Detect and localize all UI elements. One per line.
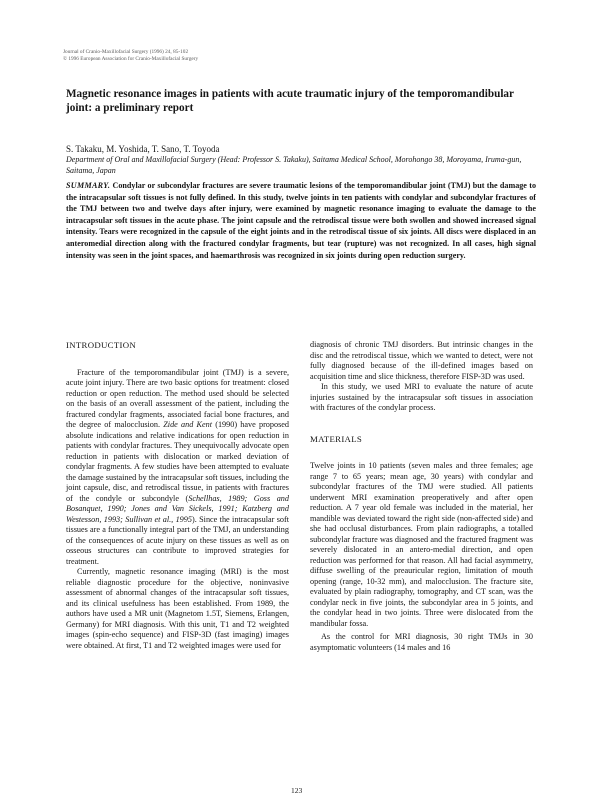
left-column: [66, 340, 289, 651]
citation-zide-kent: Zide and Kent: [163, 420, 213, 429]
intro-p1c: ). Since the intracapsular soft tissues are a functionally integral part of the TMJ, an understanding of the consequences of acute injury on these tissues as well as on osseous structures can contribute to improved strategies for treatment.: [66, 514, 289, 566]
materials-paragraph-2: As the control for MRI diagnosis, 30 right TMJs in 30 asymptomatic volunteers (14 males and 16: [310, 632, 533, 652]
summary-label: SUMMARY.: [66, 181, 111, 190]
intro-paragraph-1: [66, 368, 289, 568]
authors: S. Takaku, M. Yoshida, T. Sano, T. Toyoda: [66, 144, 220, 154]
materials-heading: MATERIALS: [310, 433, 363, 444]
journal-line-2: © 1996 European Association for Cranio-Maxillofacial Surgery: [63, 56, 199, 63]
right-paragraph-2: In this study, we used MRI to evaluate the nature of acute injuries sustained by the intracapsular soft tissues in association with fractures of the condylar process.: [310, 382, 533, 412]
introduction-heading: INTRODUCTION: [66, 340, 137, 350]
citation-group: Schellhas, 1989; Goss and Bosanquet, 1990; Jones and Van Sickels, 1991; Katzberg and Westesson, 1993; Sullivan et al., 1995: [66, 493, 289, 524]
intro-p1b: (1990) have proposed absolute indications and relative indications for open reduction in patients with condylar fractures. They unequivocally advocate open reduction in patients with dislocation or marked deviation of condylar fragments. A few studies have been attempted to evaluate the damage sustained by the intracapsular soft tissues, including the joint capsule, disc, and retrodiscal tissue, in patients with fractures of the condyle or subcondyle (: [66, 420, 289, 503]
affiliation: Department of Oral and Maxillofacial Surgery (Head: Professor S. Takaku), Saitama Medical School, Morohongo 38, Moroyama, Iruma-gun, Saitama, Japan: [66, 155, 522, 175]
page-number: 123: [291, 786, 303, 795]
right-paragraph-1: diagnosis of chronic TMJ disorders. But intrinsic changes in the disc and the retrodiscal tissue, which we wanted to detect, were not fully diagnosed because of the ill-defined images based on acquisition time and slice thickness, therefore FISP-3D was used.: [310, 340, 533, 381]
summary-text: Condylar or subcondylar fractures are severe traumatic lesions of the temporomandibular joint (TMJ) but the damage to the intracapsular soft tissues is not fully defined. In this study, twelve joints in ten patients with condylar and subcondylar fractures of the TMJ between two and twelve days after injury, were examined by magnetic resonance imaging to evaluate the damage to the intracapsular soft tissues in the acute phase. The joint capsule and the retrodiscal tissue were both swollen and showed increased signal intensity. Tears were recognized in the capsule of the eight joints and in the retrodiscal tissue of six joints. All discs were displaced in an anteromedial direction along with the fractured condylar fragments, but tear (rupture) was not recognized. In all cases, high signal intensity was seen in the joint spaces, and haemarthrosis was recognized in six joints during open reduction surgery.: [66, 181, 536, 260]
intro-paragraph-2: Currently, magnetic resonance imaging (MRI) is the most reliable diagnostic procedure for the objective, noninvasive assessment of abnormal changes of the intracapsular soft tissues, and its clinical usefulness has been established. From 1989, the authors have used a MR unit (Magnetom 1.5T, Siemens, Erlangen, Germany) for MRI diagnosis. With this unit, T1 and T2 weighted images (spin-echo sequence) and FISP-3D (fast imaging) images were obtained. At first, T1 and T2 weighted images were used for: [66, 567, 289, 650]
journal-line-1: Journal of Cranio-Maxillofacial Surgery (1996) 24, 85-102: [63, 49, 189, 55]
right-column: [310, 340, 533, 653]
journal-citation: [63, 49, 198, 64]
summary: [66, 180, 536, 261]
article-title: Magnetic resonance images in patients with acute traumatic injury of the temporomandibular joint: a preliminary report: [66, 88, 514, 114]
section-gap: [310, 414, 533, 434]
intro-p1a: Fracture of the temporomandibular joint (TMJ) is a severe, acute joint injury. There are two basic options for treatment: closed reduction or open reduction. The method used should be selected on the basis of an overall assessment of the patient, including the fractured condylar fragments, associated facial bone fractures, and the degree of malocclusion.: [66, 367, 289, 429]
materials-paragraph-1: Twelve joints in 10 patients (seven males and three females; age range 7 to 65 years; mean age, 30 years) with condylar and subcondylar fractures of the TMJ were studied. All patients underwent MRI examination preoperatively and after open reduction. A 7 year old female was included in the material, her mandible was deviated toward the right side (non-affected side) and she had occlusal disturbances. From plain radiographs, a totalled subcondylar fracture was diagnosed and the fractured fragment was severely dislocated in an antero-medial direction, and open reduction was performed for that reason. All had facial asymmetry, diffuse swelling of the preauricular region, limitation of mouth opening (range, 10-32 mm), and malocclusion. The fracture site, evaluated by plain radiography, tomography, and CT scan, was the condylar neck in five joints, the subcondylar area in 5 joints, and the condylar head in two joints. Three were dislocated from the mandibular fossa.: [310, 461, 533, 628]
